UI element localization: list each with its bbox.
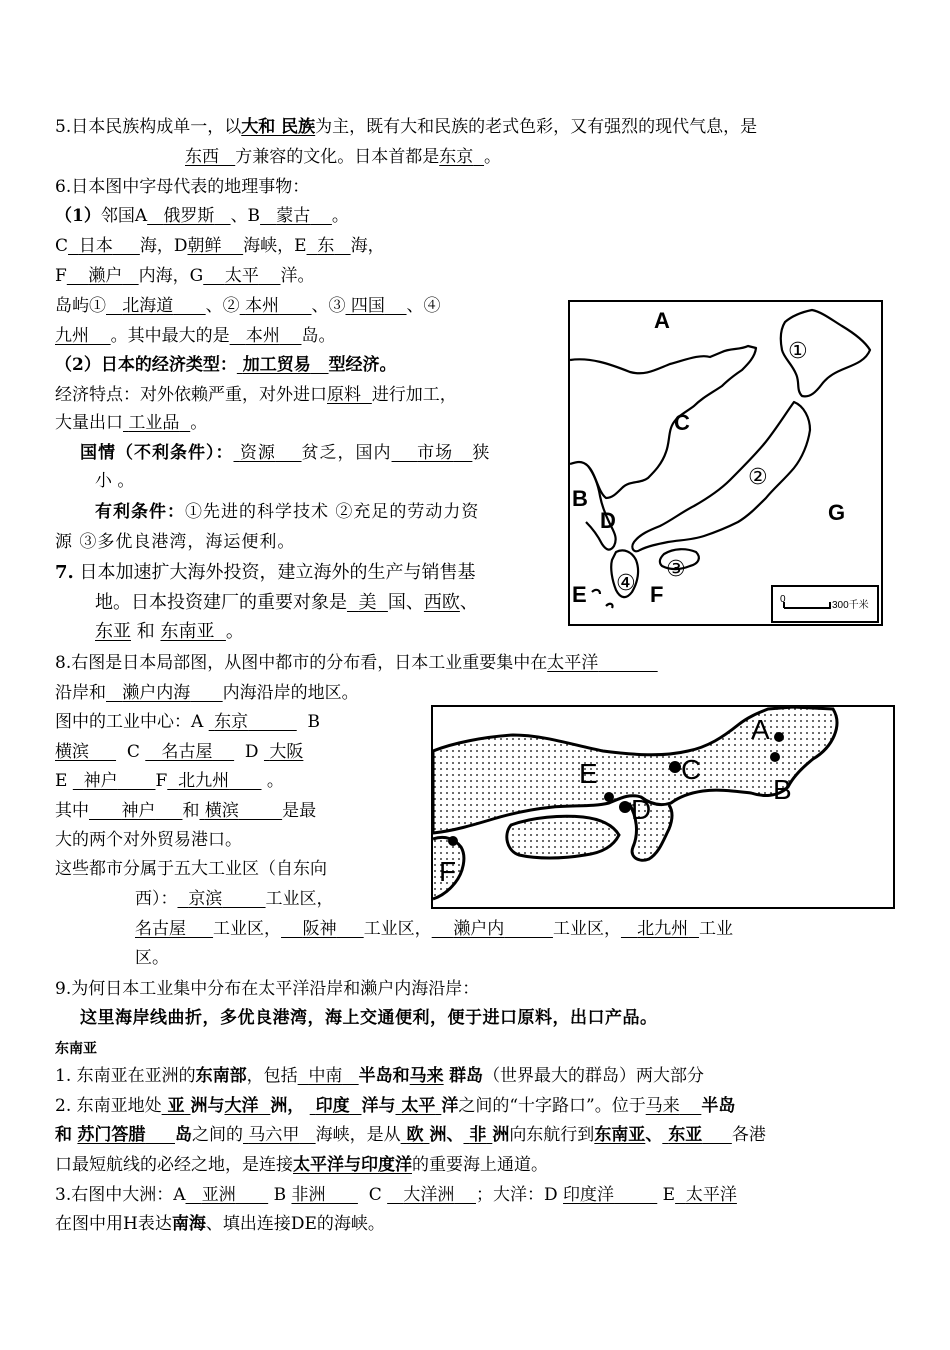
text: 南海 xyxy=(171,1214,206,1234)
text: 是最 xyxy=(282,801,317,821)
city-dot-A xyxy=(774,732,784,742)
text: 洲， xyxy=(270,1096,305,1116)
text: 、③ xyxy=(311,296,346,316)
text: 、B xyxy=(230,206,261,226)
answer-blank: 本州 xyxy=(245,326,280,346)
text: 海， xyxy=(350,236,385,256)
text: 。 xyxy=(266,771,284,791)
text: 型经济。 xyxy=(328,355,397,375)
text: 大量出口 xyxy=(55,413,123,433)
text: 西）： xyxy=(135,889,178,909)
city-dot-E xyxy=(604,792,614,802)
text: 内海，G xyxy=(138,266,204,286)
text: 贫乏，国内 xyxy=(301,443,392,463)
answer-blank: 东京 xyxy=(214,712,249,732)
map2-label-E: E xyxy=(579,758,598,789)
text: 群岛 xyxy=(449,1066,484,1086)
answer-blank: 北九州 xyxy=(178,771,230,791)
answer-blank: 印度洋 xyxy=(563,1185,615,1205)
text: 、 xyxy=(645,1125,663,1145)
text: 3.右图中大洲：A xyxy=(55,1185,186,1205)
text: 。 xyxy=(484,147,502,167)
sea-line6 xyxy=(55,1213,385,1235)
answer-blank: 太平洋与印度洋 xyxy=(293,1155,412,1175)
text: 经济特点：对外依赖严重，对外进口 xyxy=(55,385,327,405)
q7-line1 xyxy=(55,562,476,584)
text: 日本加速扩大海外投资，建立海外的生产与销售基 xyxy=(79,562,476,583)
answer-blank: 大洋洲 xyxy=(403,1185,455,1205)
text: 岛 xyxy=(175,1125,192,1145)
q6-islands-line1 xyxy=(55,295,441,317)
text: E xyxy=(55,771,68,791)
text: 岛屿① xyxy=(55,296,106,316)
part-label: （1） xyxy=(55,206,101,226)
map1-label-A: A xyxy=(654,308,670,333)
text: 之间的“十字路口”。位于 xyxy=(458,1096,646,1116)
q8-line1 xyxy=(55,652,658,674)
answer-blank: 濑户内 xyxy=(453,919,505,939)
map2-label-D: D xyxy=(631,794,652,825)
q6-economy-type xyxy=(55,354,397,376)
answer-blank: 朝鲜 xyxy=(187,236,222,256)
answer-blank: 东西 xyxy=(185,147,219,167)
answer-blank: 阪神 xyxy=(302,919,337,939)
answer-blank: 神户 xyxy=(83,771,118,791)
map2-label-B: B xyxy=(773,774,792,805)
q5-line2 xyxy=(185,146,501,168)
answer-blank: 工业品 xyxy=(128,413,180,433)
answer-blank: 神户 xyxy=(121,801,156,821)
text: 半岛 xyxy=(701,1096,736,1116)
answer-blank: 大阪 xyxy=(269,742,304,762)
q8-zones-line1: 这些都市分属于五大工业区（自东向 xyxy=(55,859,327,879)
text: 。 xyxy=(190,413,208,433)
answer-blank: 马来 xyxy=(645,1096,680,1116)
q8-zones-line4: 区。 xyxy=(135,948,169,968)
answer-blank: 亚 xyxy=(167,1096,185,1116)
text: 8.右图是日本局部图，从图中都市的分布看，日本工业重要集中在 xyxy=(55,653,548,673)
answer-blank: 东 xyxy=(317,236,335,256)
text: 洋 xyxy=(441,1096,459,1116)
answer-blank: 濑户 xyxy=(88,266,123,286)
answer-blank: 北海道 xyxy=(122,296,174,316)
text: 、④ xyxy=(406,296,441,316)
city-dot-F xyxy=(448,836,458,846)
text: 海峡，E xyxy=(243,236,307,256)
answer-blank: 大和 民族 xyxy=(241,117,316,137)
answer-blank: 欧 xyxy=(406,1125,424,1145)
label: 国情（不利条件）： xyxy=(80,443,234,463)
q5-line1 xyxy=(55,116,757,138)
text: 半岛和 xyxy=(358,1066,410,1086)
answer-blank: 日本 xyxy=(78,236,113,256)
answer-blank: 东南亚 xyxy=(594,1125,646,1145)
sea-line5 xyxy=(55,1184,737,1206)
q6-neighbors xyxy=(55,205,349,227)
answer-blank: 东南亚 xyxy=(160,621,215,642)
text: 工业区， xyxy=(265,889,334,909)
mainland-coast xyxy=(570,346,756,498)
sea-heading: 东南亚 xyxy=(55,1041,97,1057)
shikoku-shape xyxy=(507,816,619,858)
text: 各港 xyxy=(731,1125,766,1145)
map1-label-F: F xyxy=(650,582,664,607)
text: 海，D xyxy=(139,236,188,256)
answer-blank: 西欧 xyxy=(423,592,460,613)
q8-zones-line3 xyxy=(135,918,733,940)
text: D xyxy=(244,742,259,762)
label: 有利条件： xyxy=(95,502,185,522)
text: 1. 东南亚在亚洲的 xyxy=(55,1066,196,1086)
text: 和 xyxy=(136,621,155,642)
question-number: 7. xyxy=(55,562,74,583)
q8-ports-line1 xyxy=(55,800,316,822)
q8-centers-line2 xyxy=(55,741,303,763)
q6-inland-line xyxy=(55,265,314,287)
islands xyxy=(592,590,613,608)
q6-favorable-line2: 源 ③多优良港湾，海运便利。 xyxy=(55,532,296,552)
text: 其中 xyxy=(55,801,89,821)
answer-blank: 大洋 xyxy=(224,1096,259,1116)
map1-label-B: B xyxy=(572,486,588,511)
answer-blank: 名古屋 xyxy=(135,919,186,939)
text: F xyxy=(155,771,168,791)
answer-blank: 四国 xyxy=(350,296,385,316)
text: C xyxy=(126,742,140,762)
answer-blank: 亚洲 xyxy=(201,1185,236,1205)
answer-blank: 马来 xyxy=(409,1066,444,1086)
answer-blank: 名古屋 xyxy=(161,742,213,762)
text: 邻国A xyxy=(100,206,148,226)
text: 洋与 xyxy=(361,1096,396,1116)
q6-conditions-line2: 小 。 xyxy=(95,471,135,491)
answer-blank: 太平洋 xyxy=(685,1185,737,1205)
answer-blank: 资源 xyxy=(239,443,276,463)
text: 沿岸和 xyxy=(55,683,106,703)
text: 工业区， xyxy=(552,919,621,939)
text: ①先进的科学技术 ②充足的劳动力资 xyxy=(185,502,480,522)
text: 进行加工， xyxy=(371,385,457,405)
sea-line4 xyxy=(55,1154,548,1176)
answer-blank: 苏门答腊 xyxy=(77,1125,146,1145)
q6-conditions-line1 xyxy=(80,442,490,464)
text: 、填出连接DE的海峡。 xyxy=(205,1214,385,1234)
map1-circle-4: ④ xyxy=(616,570,636,595)
text: 地。日本投资建厂的重要对象是 xyxy=(95,592,347,613)
q7-line3 xyxy=(95,621,244,643)
text: E xyxy=(662,1185,676,1205)
text: 和 xyxy=(182,801,200,821)
answer-blank: 太平 xyxy=(224,266,259,286)
answer-blank: 东亚 xyxy=(668,1125,703,1145)
answer-blank: 蒙古 xyxy=(276,206,311,226)
text: 工业 xyxy=(698,919,733,939)
q9-answer: 这里海岸线曲折，多优良港湾，海上交通便利，便于进口原料，出口产品。 xyxy=(80,1008,658,1028)
text: B xyxy=(273,1185,287,1205)
text: 。 xyxy=(225,621,244,642)
honshu-coast xyxy=(632,402,810,551)
sea-line1 xyxy=(55,1065,704,1087)
text: C xyxy=(55,236,69,256)
answer-blank: 非 xyxy=(469,1125,487,1145)
sea-line2 xyxy=(55,1095,735,1117)
map2-label-F: F xyxy=(439,856,457,887)
text: 图中的工业中心：A xyxy=(55,712,204,732)
city-dot-C xyxy=(669,761,681,773)
text: 在图中用H表达 xyxy=(55,1214,172,1234)
text: 5.日本民族构成单一，以 xyxy=(55,117,242,137)
text: 工业区， xyxy=(213,919,282,939)
answer-blank: 俄罗斯 xyxy=(163,206,215,226)
city-dot-B xyxy=(770,752,780,762)
answer-blank: 马六甲 xyxy=(248,1125,300,1145)
text: 洲 xyxy=(492,1125,510,1145)
text: 。 xyxy=(331,206,349,226)
text: 、② xyxy=(205,296,240,316)
text: 洲与 xyxy=(190,1096,225,1116)
q9-title: 9.为何日本工业集中分布在太平洋沿岸和濑户内海沿岸： xyxy=(55,979,480,999)
japan-partial-map xyxy=(431,705,895,909)
q8-centers-line3 xyxy=(55,770,284,792)
map1-circle-3: ③ xyxy=(666,556,686,581)
answer-blank: 美 xyxy=(358,592,377,613)
map1-circle-1: ① xyxy=(788,338,808,363)
q7-line2 xyxy=(95,592,478,614)
sea-line3 xyxy=(55,1124,766,1146)
answer-blank: 印度 xyxy=(315,1096,350,1116)
q6-features-line2 xyxy=(55,412,207,434)
q6-features-line1 xyxy=(55,384,457,406)
answer-blank: 濑户内海 xyxy=(122,683,191,703)
map1-circle-2: ② xyxy=(748,464,768,489)
city-dot-D xyxy=(619,801,631,813)
answer-blank: 北九州 xyxy=(637,919,689,939)
text: 洋。 xyxy=(280,266,315,286)
answer-blank: 市场 xyxy=(417,443,454,463)
q6-islands-line2 xyxy=(55,325,335,347)
text: （2）日本的经济类型： xyxy=(55,355,237,375)
text: 工业区， xyxy=(363,919,432,939)
text: 和 xyxy=(55,1125,72,1145)
japan-map xyxy=(568,300,883,626)
answer-blank: 加工贸易 xyxy=(242,355,311,375)
text: 向东航行到 xyxy=(509,1125,595,1145)
answer-blank: 非洲 xyxy=(291,1185,326,1205)
q6-title: 6.日本图中字母代表的地理事物： xyxy=(55,177,310,197)
text: 2. 东南亚地处 xyxy=(55,1096,162,1116)
text: 洲、 xyxy=(429,1125,464,1145)
answer-blank: 东京 xyxy=(439,147,474,167)
q8-zones-line2 xyxy=(135,888,334,910)
text: 之间的 xyxy=(192,1125,243,1145)
answer-blank: 九州 xyxy=(55,326,89,346)
answer-blank: 东亚 xyxy=(95,621,131,642)
map1-label-G: G xyxy=(828,500,846,525)
map1-label-E: E xyxy=(572,582,587,607)
text: 狭 xyxy=(472,443,491,463)
text: 口最短航线的必经之地，是连接 xyxy=(55,1155,293,1175)
text: B xyxy=(307,712,321,732)
text: F xyxy=(55,266,67,286)
scale-zero: 0 xyxy=(780,594,786,605)
text: 的重要海上通道。 xyxy=(412,1155,548,1175)
q6-seas-line xyxy=(55,235,385,257)
japan-partial-map-drawing xyxy=(433,707,893,907)
text: 国、 xyxy=(387,592,424,613)
answer-blank: 京滨 xyxy=(188,889,223,909)
answer-blank: 横滨 xyxy=(204,801,239,821)
q8-line2 xyxy=(55,682,359,704)
text: 东南部 xyxy=(195,1066,247,1086)
answer-blank: 原料 xyxy=(327,385,361,405)
q6-favorable-line1 xyxy=(95,501,479,523)
answer-blank: 太平洋 xyxy=(547,653,599,673)
map1-label-D: D xyxy=(600,508,616,533)
q8-centers-line1 xyxy=(55,711,320,733)
scale-label: 300千米 xyxy=(832,600,869,611)
text: 岛。 xyxy=(301,326,336,346)
map2-label-C: C xyxy=(681,754,702,785)
answer-blank: 中南 xyxy=(308,1066,343,1086)
text: ；大洋：D xyxy=(475,1185,558,1205)
scale-bar xyxy=(772,586,878,622)
map1-label-C: C xyxy=(674,410,690,435)
text: 。其中最大的是 xyxy=(110,326,230,346)
answer-blank: 本州 xyxy=(245,296,280,316)
japan-map-drawing xyxy=(570,302,881,624)
text: C xyxy=(368,1185,382,1205)
text: 、 xyxy=(459,592,478,613)
text: （世界最大的群岛）两大部分 xyxy=(483,1066,705,1086)
map2-label-A: A xyxy=(751,714,770,745)
text: 为主，既有大和民族的老式色彩，又有强烈的现代气息，是 xyxy=(315,117,758,137)
q8-ports-line2: 大的两个对外贸易港口。 xyxy=(55,830,242,850)
text: ，包括 xyxy=(246,1066,298,1086)
text: 海峡，是从 xyxy=(315,1125,401,1145)
answer-blank: 太平 xyxy=(401,1096,436,1116)
text: 内海沿岸的地区。 xyxy=(222,683,359,703)
answer-blank: 横滨 xyxy=(55,742,89,762)
text: 方兼容的文化。日本首都是 xyxy=(235,147,440,167)
